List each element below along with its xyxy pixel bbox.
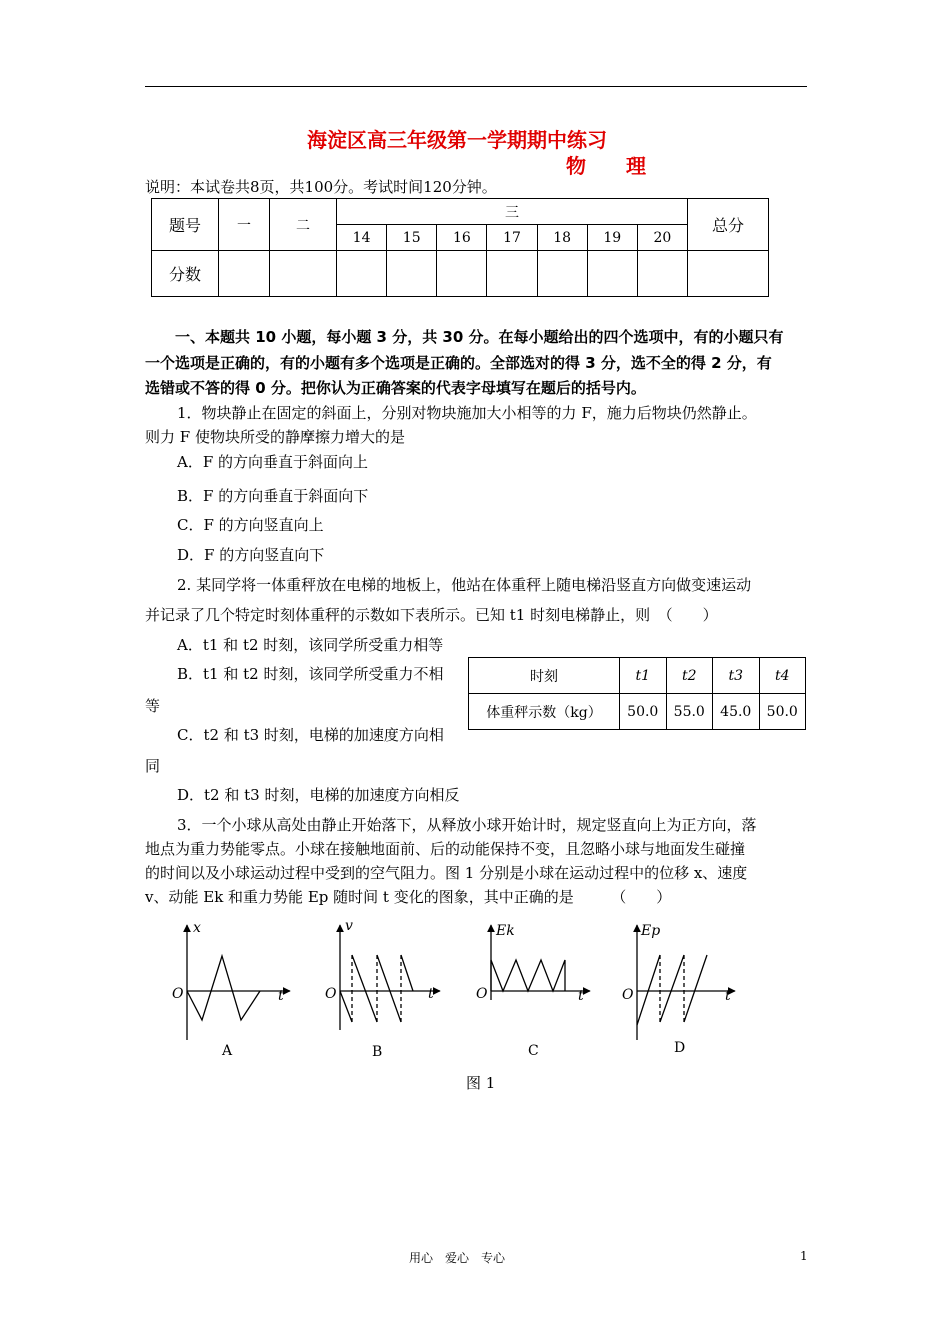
section1-intro-line1: 一、本题共 10 小题，每小题 3 分，共 30 分。在每小题给出的四个选项中，有的小题只有 — [175, 328, 784, 346]
graph-d-xlabel: t — [725, 988, 731, 1004]
graph-a-curve — [187, 956, 260, 1020]
q2-option-a: A．t1 和 t2 时刻，该同学所受重力相等 — [177, 636, 444, 654]
graph-c-origin: O — [476, 986, 488, 1002]
q2-table-header-reading: 体重秤示数（kg） — [469, 694, 620, 730]
graph-b-xlabel: t — [428, 986, 434, 1002]
graph-c-caption: C — [528, 1043, 539, 1059]
q1-option-c: C．F 的方向竖直向上 — [177, 516, 324, 534]
q2-table-reading: 50.0 — [620, 694, 667, 730]
score-header-tihao: 题号 — [152, 199, 219, 251]
graph-a-xlabel: t — [278, 988, 284, 1004]
q2-table-header-time: 时刻 — [469, 658, 620, 694]
q2-table-reading: 55.0 — [666, 694, 713, 730]
q1-option-d: D．F 的方向竖直向下 — [177, 546, 325, 564]
score-cell[interactable] — [537, 251, 587, 297]
q2-option-b-line1: B．t1 和 t2 时刻，该同学所受重力不相 — [177, 665, 444, 683]
graph-a-caption: A — [222, 1043, 233, 1059]
exam-note: 说明：本试卷共8页，共100分。考试时间120分钟。 — [145, 178, 497, 196]
score-subcol: 19 — [587, 225, 637, 251]
q2-option-c-line1: C．t2 和 t3 时刻，电梯的加速度方向相 — [177, 726, 444, 744]
q1-stem-line1: 1．物块静止在固定的斜面上，分别对物块施加大小相等的力 F，施力后物块仍然静止。 — [177, 404, 757, 422]
score-cell[interactable] — [337, 251, 387, 297]
section1-intro-line2: 一个选项是正确的，有的小题有多个选项是正确的。全部选对的得 3 分，选不全的得 2 分，有 — [145, 354, 772, 372]
q3-stem-line1: 3．一个小球从高处由静止开始落下，从释放小球开始计时，规定竖直向上为正方向，落 — [177, 816, 757, 834]
exam-subject: 物 理 — [566, 154, 646, 178]
graph-b-curve — [377, 955, 401, 1022]
score-cell[interactable] — [437, 251, 487, 297]
score-cell[interactable] — [688, 251, 769, 297]
graph-b-ylabel: v — [345, 918, 353, 934]
q2-table-time: t1 — [620, 658, 667, 694]
graph-a-origin: O — [172, 986, 184, 1002]
q2-option-d: D．t2 和 t3 时刻，电梯的加速度方向相反 — [177, 786, 460, 804]
q2-table-reading: 45.0 — [713, 694, 760, 730]
graph-d-curve — [660, 955, 684, 1022]
q2-table-reading: 50.0 — [759, 694, 806, 730]
score-subcol: 15 — [387, 225, 437, 251]
score-cell[interactable] — [270, 251, 337, 297]
score-header-total: 总分 — [688, 199, 769, 251]
score-cell[interactable] — [219, 251, 270, 297]
score-subcol: 17 — [487, 225, 537, 251]
score-subcol: 20 — [637, 225, 687, 251]
q1-stem-line2: 则力 F 使物块所受的静摩擦力增大的是 — [145, 428, 405, 446]
score-cell[interactable] — [387, 251, 437, 297]
score-table — [151, 198, 769, 297]
graph-b-caption: B — [372, 1044, 383, 1060]
header-rule — [145, 86, 807, 87]
q3-stem-line4: v、动能 Ek 和重力势能 Ep 随时间 t 变化的图象，其中正确的是 （ ） — [145, 888, 672, 906]
score-header-3: 三 — [337, 199, 688, 225]
page-number: 1 — [800, 1249, 808, 1263]
graph-c-xlabel: t — [578, 988, 584, 1004]
q2-option-b-line2: 等 — [145, 697, 161, 715]
graph-a-ylabel: x — [193, 920, 201, 936]
section1-intro-line3: 选错或不答的得 0 分。把你认为正确答案的代表字母填写在题后的括号内。 — [145, 379, 646, 397]
score-cell[interactable] — [637, 251, 687, 297]
graph-c-curve — [491, 960, 565, 991]
score-header-2: 二 — [270, 199, 337, 251]
q2-table-time: t4 — [759, 658, 806, 694]
graph-d-ylabel: Ep — [641, 923, 661, 939]
q1-option-b: B．F 的方向垂直于斜面向下 — [177, 487, 369, 505]
q3-stem-line2: 地点为重力势能零点。小球在接触地面前、后的动能保持不变，且忽略小球与地面发生碰撞 — [145, 840, 746, 858]
figure-1 — [0, 915, 950, 1065]
figure-caption: 图 1 — [466, 1074, 496, 1092]
q2-option-c-line2: 同 — [145, 757, 161, 775]
q2-reading-table — [468, 657, 806, 730]
q2-table-time: t3 — [713, 658, 760, 694]
graph-b-origin: O — [325, 986, 337, 1002]
graph-d-caption: D — [674, 1040, 686, 1056]
footer-motto: 用心 爱心 专心 — [409, 1251, 506, 1265]
q2-stem-line1: 2. 某同学将一体重秤放在电梯的地板上，他站在体重秤上随电梯沿竖直方向做变速运动 — [177, 576, 752, 594]
graph-b-curve — [340, 991, 352, 1022]
graph-b-curve — [401, 955, 413, 991]
graph-d-curve — [637, 955, 660, 1025]
q2-stem-line2: 并记录了几个特定时刻体重秤的示数如下表所示。已知 t1 时刻电梯静止，则 （ ） — [145, 606, 718, 624]
exam-title: 海淀区高三年级第一学期期中练习 — [307, 128, 607, 152]
q3-stem-line3: 的时间以及小球运动过程中受到的空气阻力。图 1 分别是小球在运动过程中的位移 x、速度 — [145, 864, 748, 882]
score-cell[interactable] — [587, 251, 637, 297]
score-subcol: 16 — [437, 225, 487, 251]
score-row-fenshu: 分数 — [152, 251, 219, 297]
score-cell[interactable] — [487, 251, 537, 297]
graph-d-curve — [684, 955, 707, 1022]
graph-d-origin: O — [622, 987, 634, 1003]
graph-b-curve — [352, 955, 377, 1022]
q1-option-a: A．F 的方向垂直于斜面向上 — [177, 453, 369, 471]
score-subcol: 18 — [537, 225, 587, 251]
score-header-1: 一 — [219, 199, 270, 251]
score-subcol: 14 — [337, 225, 387, 251]
graph-c-ylabel: Ek — [496, 923, 515, 939]
q2-table-time: t2 — [666, 658, 713, 694]
